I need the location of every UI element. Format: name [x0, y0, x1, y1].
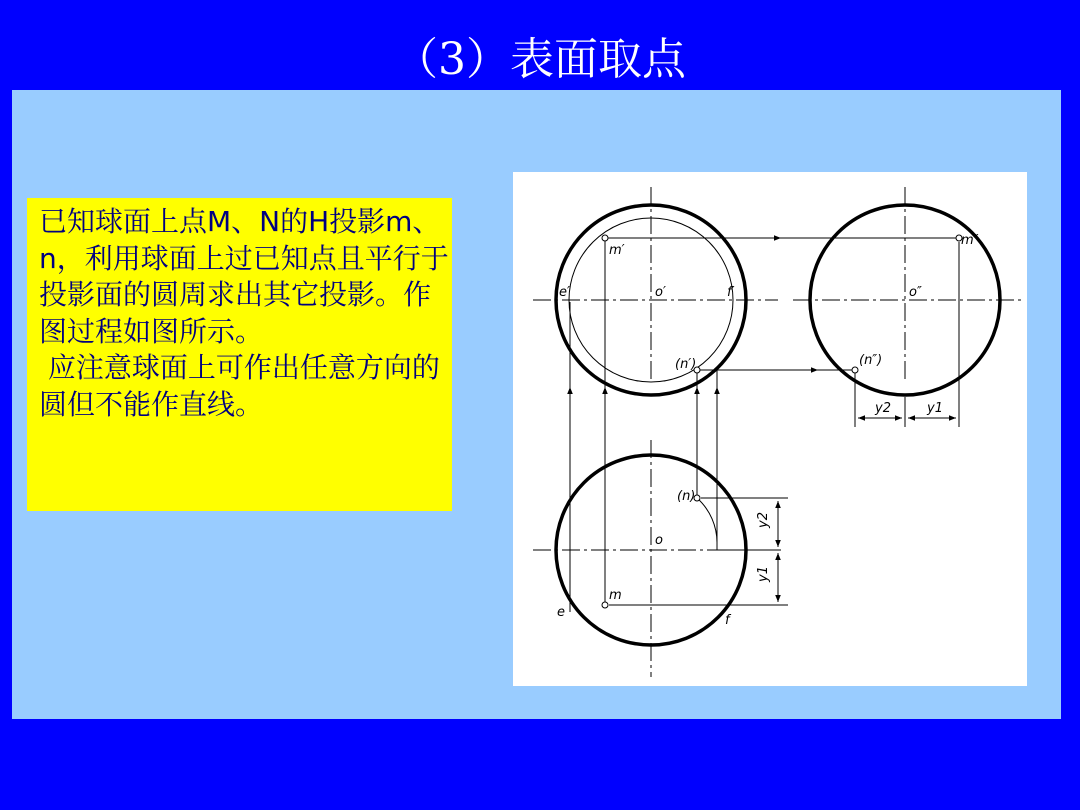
- label-o-prime: o′: [655, 285, 666, 300]
- point-m-prime: [602, 235, 608, 241]
- label-m-prime: m′: [609, 243, 625, 258]
- projection-lines: [570, 238, 959, 612]
- slide-title: （3）表面取点: [394, 34, 686, 85]
- note-paragraph-2: 应注意球面上可作出任意方向的圆但不能作直线。: [39, 351, 440, 421]
- label-y1-top: y1: [756, 566, 771, 582]
- label-y2-side: y2: [875, 401, 891, 416]
- label-f-top: f: [725, 613, 730, 628]
- label-n-double-prime: (n″): [859, 353, 883, 368]
- label-n-prime: (n′): [675, 357, 697, 372]
- note-box: [27, 198, 452, 511]
- projection-svg: [513, 172, 1027, 686]
- label-e-prime: e′: [559, 285, 570, 300]
- label-o-top: o: [655, 533, 663, 548]
- projection-drawing: [513, 172, 1027, 686]
- label-y1-side: y1: [927, 401, 943, 416]
- label-e-top: e: [557, 605, 565, 620]
- label-n-top: (n): [677, 489, 696, 504]
- note-paragraph-1: 已知球面上点M、N的H投影m、n，利用球面上过已知点且平行于投影面的圆周求出其它投影。作图过程如图所示。: [39, 205, 449, 348]
- point-n-double-prime: [852, 367, 858, 373]
- point-m-top: [602, 602, 608, 608]
- label-m-top: m: [609, 588, 622, 603]
- label-y2-top: y2: [756, 512, 771, 528]
- dimension-side: [855, 242, 959, 427]
- label-o-double-prime: o″: [909, 285, 922, 300]
- label-m-double-prime: m″: [961, 233, 979, 248]
- label-f-prime: f′: [727, 285, 735, 300]
